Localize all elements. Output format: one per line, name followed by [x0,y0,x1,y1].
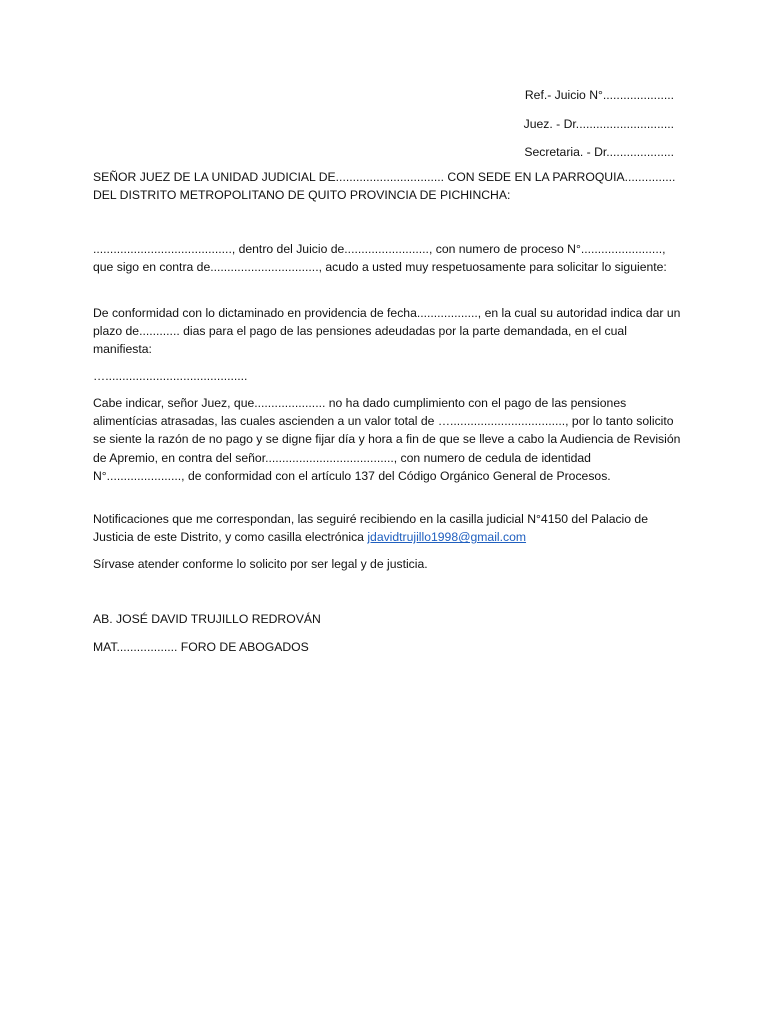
paragraph-request-text: Cabe indicar, señor Juez, que..................... no ha dado cumplimiento con el pago de las pensiones alimentícias atrasadas, las cuales ascienden a un valor total de ….................................., por lo tanto solicito se siente la razón de no pago y se digne fijar día y hora a fin de que se lleve a cabo la Audiencia de Revisión de Apremio, en contra del señor......................................, con numero de cedula de identidad N°......................, de conformidad con el artículo 137 del Código Orgánico General de Procesos. [93,396,681,483]
notifications-text: Notificaciones que me correspondan, las seguiré recibiendo en la casilla judicial N°4150 del Palacio de Justicia de este Distrito, y como casilla electrónica [93,512,648,545]
email-link[interactable]: jdavidtrujillo1998@gmail.com [367,530,527,545]
addressee-text: SEÑOR JUEZ DE LA UNIDAD JUDICIAL DE................................ CON SEDE EN LA PARROQUIA............... DEL DISTRITO METROPOLITANO DE QUITO PROVINCIA DE PICHINCHA: [93,170,676,203]
paragraph-notifications [93,510,681,546]
paragraph-providencia-text: De conformidad con lo dictaminado en providencia de fecha.................., en la cual su autoridad indica dar un plazo de............ dias para el pago de las pensiones adeudadas por la parte demandada, en el cual manifiesta: [93,306,681,357]
paragraph-request [93,394,681,485]
paragraph-blank [93,367,681,385]
signature-name-text: AB. JOSÉ DAVID TRUJILLO REDROVÁN [93,612,321,626]
paragraph-closing-text: Sírvase atender conforme lo solicito por ser legal y de justicia. [93,557,428,571]
paragraph-notifications-text [93,510,681,546]
paragraph-blank-text: ….......................................... [93,369,248,383]
paragraph-intro [93,240,681,276]
juez-line: Juez. - Dr............................. [523,116,674,131]
signature-mat-text: MAT.................. FORO DE ABOGADOS [93,640,309,654]
signature-mat [93,638,681,656]
paragraph-closing [93,555,681,573]
paragraph-intro-text: ........................................., dentro del Juicio de........................., con numero de proceso N°........................, que sigo en contra de................................, acudo a usted muy respetuosamente para solicitar lo siguiente: [93,242,667,275]
paragraph-providencia [93,304,681,359]
signature-name [93,610,681,628]
secretaria-line: Secretaria. - Dr.................... [524,145,674,159]
ref-juicio-line: Ref.- Juicio N°..................... [524,88,674,102]
addressee-heading [93,168,681,204]
reference-header [524,88,674,174]
